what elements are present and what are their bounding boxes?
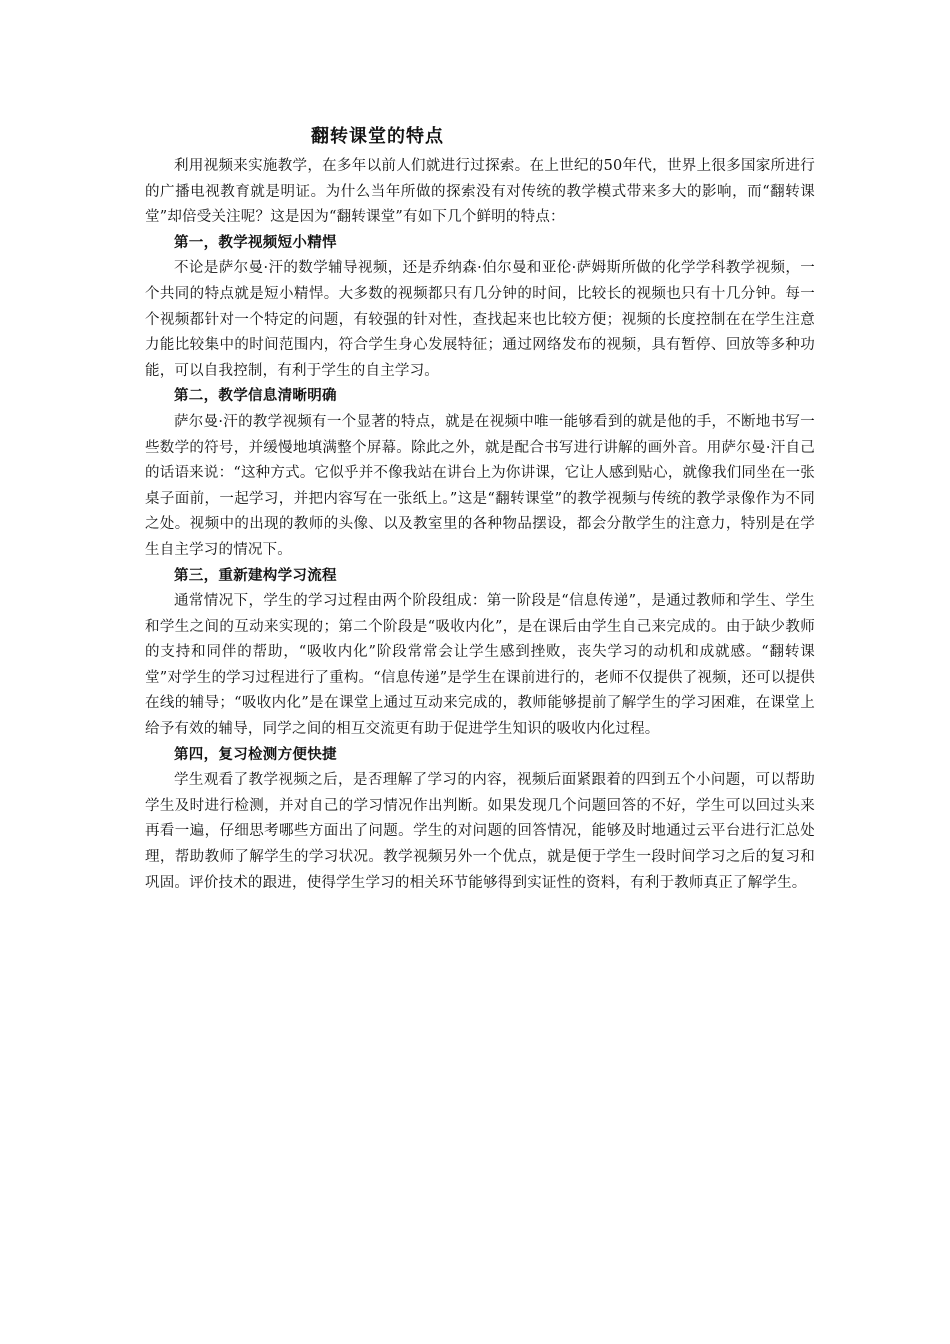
document-page xyxy=(145,122,815,896)
section-3-body: 通常情况下，学生的学习过程由两个阶段组成：第一阶段是“信息传递”，是通过教师和学生、学生和学生之间的互动来实现的；第二个阶段是“吸收内化”，是在课后由学生自己来完成的。由于缺少教师的支持和同伴的帮助，“吸收内化”阶段常常会让学生感到挫败，丧失学习的动机和成就感。“翻转课堂”对学生的学习过程进行了重构。“信息传递”是学生在课前进行的，老师不仅提供了视频，还可以提供在线的辅导；“吸收内化”是在课堂上通过互动来完成的，教师能够提前了解学生的学习困难，在课堂上给予有效的辅导，同学之间的相互交流更有助于促进学生知识的吸收内化过程。 xyxy=(145,593,815,738)
section-2-body: 萨尔曼·汗的教学视频有一个显著的特点，就是在视频中唯一能够看到的就是他的手，不断地书写一些数学的符号，并缓慢地填满整个屏幕。除此之外，就是配合书写进行讲解的画外音。用萨尔曼·汗自己的话语来说：“这种方式。它似乎并不像我站在讲台上为你讲课，它让人感到贴心，就像我们同坐在一张桌子面前，一起学习，并把内容写在一张纸上。”这是“翻转课堂”的教学视频与传统的教学录像作为不同之处。视频中的出现的教师的头像、以及教室里的各种物品摆设，都会分散学生的注意力，特别是在学生自主学习的情况下。 xyxy=(145,413,815,558)
intro-paragraph: 利用视频来实施教学，在多年以前人们就进行过探索。在上世纪的50年代，世界上很多国家所进行的广播电视教育就是明证。为什么当年所做的探索没有对传统的教学模式带来多大的影响，而“翻转课堂”却倍受关注呢？这是因为“翻转课堂”有如下几个鲜明的特点： xyxy=(145,158,815,226)
section-1-heading: 第一，教学视频短小精悍 xyxy=(174,234,337,251)
section-1-body: 不论是萨尔曼·汗的数学辅导视频，还是乔纳森·伯尔曼和亚伦·萨姆斯所做的化学学科教学视频，一个共同的特点就是短小精悍。大多数的视频都只有几分钟的时间，比较长的视频也只有十几分钟。每一个视频都针对一个特定的问题，有较强的针对性，查找起来也比较方便；视频的长度控制在在学生注意力能比较集中的时间范围内，符合学生身心发展特征；通过网络发布的视频，具有暂停、回放等多种功能，可以自我控制，有利于学生的自主学习。 xyxy=(145,260,815,379)
section-3-heading: 第三，重新建构学习流程 xyxy=(174,567,337,584)
section-4-heading: 第四，复习检测方便快捷 xyxy=(174,746,337,763)
document-title: 翻转课堂的特点 xyxy=(311,126,444,147)
section-2-heading: 第二，教学信息清晰明确 xyxy=(174,388,337,405)
section-4-body: 学生观看了教学视频之后，是否理解了学习的内容，视频后面紧跟着的四到五个小问题，可以帮助学生及时进行检测，并对自己的学习情况作出判断。如果发现几个问题回答的不好，学生可以回过头来再看一遍，仔细思考哪些方面出了问题。学生的对问题的回答情况，能够及时地通过云平台进行汇总处理，帮助教师了解学生的学习状况。教学视频另外一个优点，就是便于学生一段时间学习之后的复习和巩固。评价技术的跟进，使得学生学习的相关环节能够得到实证性的资料，有利于教师真正了解学生。 xyxy=(145,772,815,891)
